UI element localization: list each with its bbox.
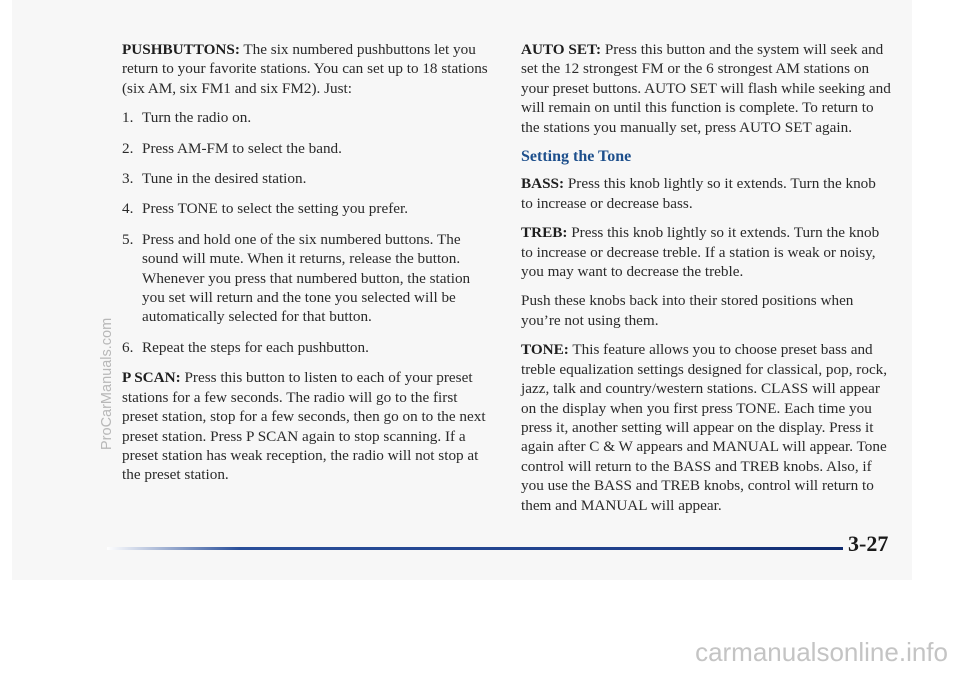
- pscan-text: Press this button to listen to each of your preset stations for a few seconds. The radio will go to the first preset station, stop for a few seconds, then go on to the next preset station. Press P SCAN again to stop scanning. If a preset station has weak reception, the radio will not stop at the preset station.: [122, 369, 486, 484]
- push-back-paragraph: Push these knobs back into their stored positions when you’re not using them.: [521, 292, 854, 329]
- tone-term: TONE:: [521, 341, 569, 359]
- step-text: Turn the radio on.: [142, 109, 252, 127]
- list-item: [122, 338, 494, 357]
- step-text: Press TONE to select the setting you prefer.: [142, 200, 409, 218]
- autoset-text: Press this button and the system will seek and set the 12 strongest FM or the 6 strongest AM stations on your preset buttons. AUTO SET will flash while seeking and will remain on until this function is complete. To return to the stations you manually set, press AUTO SET again.: [521, 41, 891, 136]
- pscan-term: P SCAN:: [122, 369, 181, 387]
- step-number: 3.: [122, 170, 134, 188]
- side-watermark: [83, 240, 115, 460]
- right-column: [521, 40, 891, 525]
- treb-text: Press this knob lightly so it extends. Turn the knob to increase or decrease treble. If a station is weak or noisy, you may want to decrease the treble.: [521, 224, 880, 281]
- list-item: [122, 169, 494, 188]
- bass-paragraph: [521, 174, 891, 213]
- section-heading: Setting the Tone: [521, 148, 632, 166]
- step-text: Press and hold one of the six numbered buttons. The sound will mute. When it returns, release the button. Whenever you press that numbered button, the station you set will return and the tone you selected will be automatically selected for that button.: [142, 230, 471, 326]
- list-item: [122, 230, 494, 327]
- bottom-watermark: carmanualsonline.info: [695, 637, 948, 667]
- manual-page: [12, 0, 912, 580]
- page-number: 3-27: [848, 531, 889, 556]
- footer-rule: [107, 547, 843, 550]
- steps-list: [122, 108, 494, 357]
- step-number: 5.: [122, 230, 134, 248]
- side-watermark-text: ProCarManuals.com: [99, 317, 115, 450]
- list-item: [122, 139, 494, 158]
- step-text: Repeat the steps for each pushbutton.: [142, 338, 369, 356]
- bass-term: BASS:: [521, 175, 565, 193]
- step-number: 1.: [122, 109, 134, 127]
- list-item: [122, 199, 494, 218]
- pscan-paragraph: [122, 368, 494, 484]
- treb-term: TREB:: [521, 224, 568, 242]
- bass-text: Press this knob lightly so it extends. Turn the knob to increase or decrease bass.: [521, 175, 876, 212]
- step-number: 6.: [122, 338, 134, 356]
- treb-paragraph: [521, 223, 891, 281]
- autoset-paragraph: [521, 40, 891, 137]
- pushbuttons-term: PUSHBUTTONS:: [122, 41, 240, 58]
- step-number: 4.: [122, 200, 134, 218]
- tone-text: This feature allows you to choose preset bass and treble equalization settings designed for classical, pop, rock, jazz, talk and country/western stations. CLASS will appear on the display when you first press TONE. Each time you press it, another setting will appear on the display. Press it again after C & W appears and MANUAL will appear. Tone control will return to the BASS and TREB knobs. Also, if you use the BASS and TREB knobs, control will return to them and MANUAL will appear.: [521, 341, 888, 514]
- step-text: Press AM-FM to select the band.: [142, 139, 342, 157]
- step-text: Tune in the desired station.: [142, 170, 307, 188]
- list-item: [122, 108, 494, 127]
- tone-paragraph: [521, 340, 891, 515]
- step-number: 2.: [122, 139, 134, 157]
- pushbuttons-text: The six numbered pushbuttons let you return to your favorite stations. You can set up to 18 stations (six AM, six FM1 and six FM2). Just:: [122, 41, 488, 97]
- autoset-term: AUTO SET:: [521, 41, 602, 58]
- left-column: [122, 40, 494, 495]
- pushbuttons-paragraph: [122, 40, 494, 98]
